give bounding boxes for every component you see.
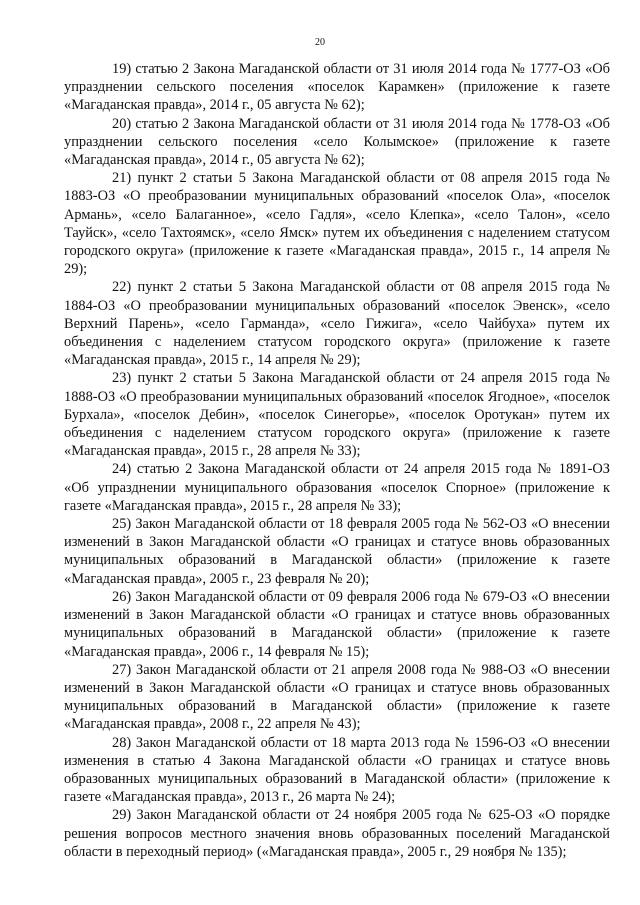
document-body [64,60,610,861]
list-item: 22) пункт 2 статьи 5 Закона Магаданской области от 08 апреля 2015 года № 1884-ОЗ «О преобразовании муниципальных образований «поселок Эвенск», «село Верхний Парень», «село Гарманда», «село Гижига», «село Чайбуха» путем их объединения с наделением статусом городского округа» (приложение к газете «Магаданская правда», 2015 г., 14 апреля № 29); [64,279,610,369]
list-item: 28) Закон Магаданской области от 18 марта 2013 года № 1596-ОЗ «О внесении изменения в статью 4 Закона Магаданской области «О границах и статусе вновь образованных муниципальных образований в Магаданской области» (приложение к газете «Магаданская правда», 2013 г., 26 марта № 24); [64,734,610,806]
list-item: 19) статью 2 Закона Магаданской области от 31 июля 2014 года № 1777-ОЗ «Об упразднении сельского поселения «поселок Карамкен» (приложение к газете «Магаданская правда», 2014 г., 05 августа № 62); [64,61,610,114]
list-item: 23) пункт 2 статьи 5 Закона Магаданской области от 24 апреля 2015 года № 1888-ОЗ «О преобразовании муниципальных образований «поселок Ягодное», «поселок Бурхала», «поселок Дебин», «поселок Синегорье», «поселок Оротукан» путем их объединения с наделением статусом городского округа» (приложение к газете «Магаданская правда», 2015 г., 28 апреля № 33); [64,370,610,460]
list-item: 24) статью 2 Закона Магаданской области от 24 апреля 2015 года № 1891-ОЗ «Об упразднении муниципального образования «поселок Спорное» (приложение к газете «Магаданская правда», 2015 г., 28 апреля № 33); [64,461,610,514]
list-item: 21) пункт 2 статьи 5 Закона Магаданской области от 08 апреля 2015 года № 1883-ОЗ «О преобразовании муниципальных образований «поселок Ола», «поселок Армань», «село Балаганное», «село Гадля», «село Клепка», «село Талон», «село Тауйск», «село Тахтоямск», «село Ямск» путем их объединения с наделением статусом городского округа» (приложение к газете «Магаданская правда», 2015 г., 14 апреля № 29); [64,170,610,278]
list-item: 20) статью 2 Закона Магаданской области от 31 июля 2014 года № 1778-ОЗ «Об упразднении сельского поселения «село Колымское» (приложение к газете «Магаданская правда», 2014 г., 05 августа № 62); [64,115,610,169]
page-number: 20 [315,37,325,48]
list-item: 27) Закон Магаданской области от 21 апреля 2008 года № 988-ОЗ «О внесении изменений в Закон Магаданской области «О границах и статусе вновь образованных муниципальных образований в Магаданской области» (приложение к газете «Магаданская правда», 2008 г., 22 апреля № 43); [64,661,610,733]
list-item: 29) Закон Магаданской области от 24 ноября 2005 года № 625-ОЗ «О порядке решения вопросов местного значения вновь образованных поселений Магаданской области в переходный период» («Магаданская правда», 2005 г., 29 ноября № 135); [64,807,610,860]
list-item: 25) Закон Магаданской области от 18 февраля 2005 года № 562-ОЗ «О внесении изменений в Закон Магаданской области «О границах и статусе вновь образованных муниципальных образований в Магаданской области» (приложение к газете «Магаданская правда», 2005 г., 23 февраля № 20); [64,516,610,587]
list-item: 26) Закон Магаданской области от 09 февраля 2006 года № 679-ОЗ «О внесении изменений в Закон Магаданской области «О границах и статусе вновь образованных муниципальных образований в Магаданской области» (приложение к газете «Магаданская правда», 2006 г., 14 февраля № 15); [64,588,610,660]
